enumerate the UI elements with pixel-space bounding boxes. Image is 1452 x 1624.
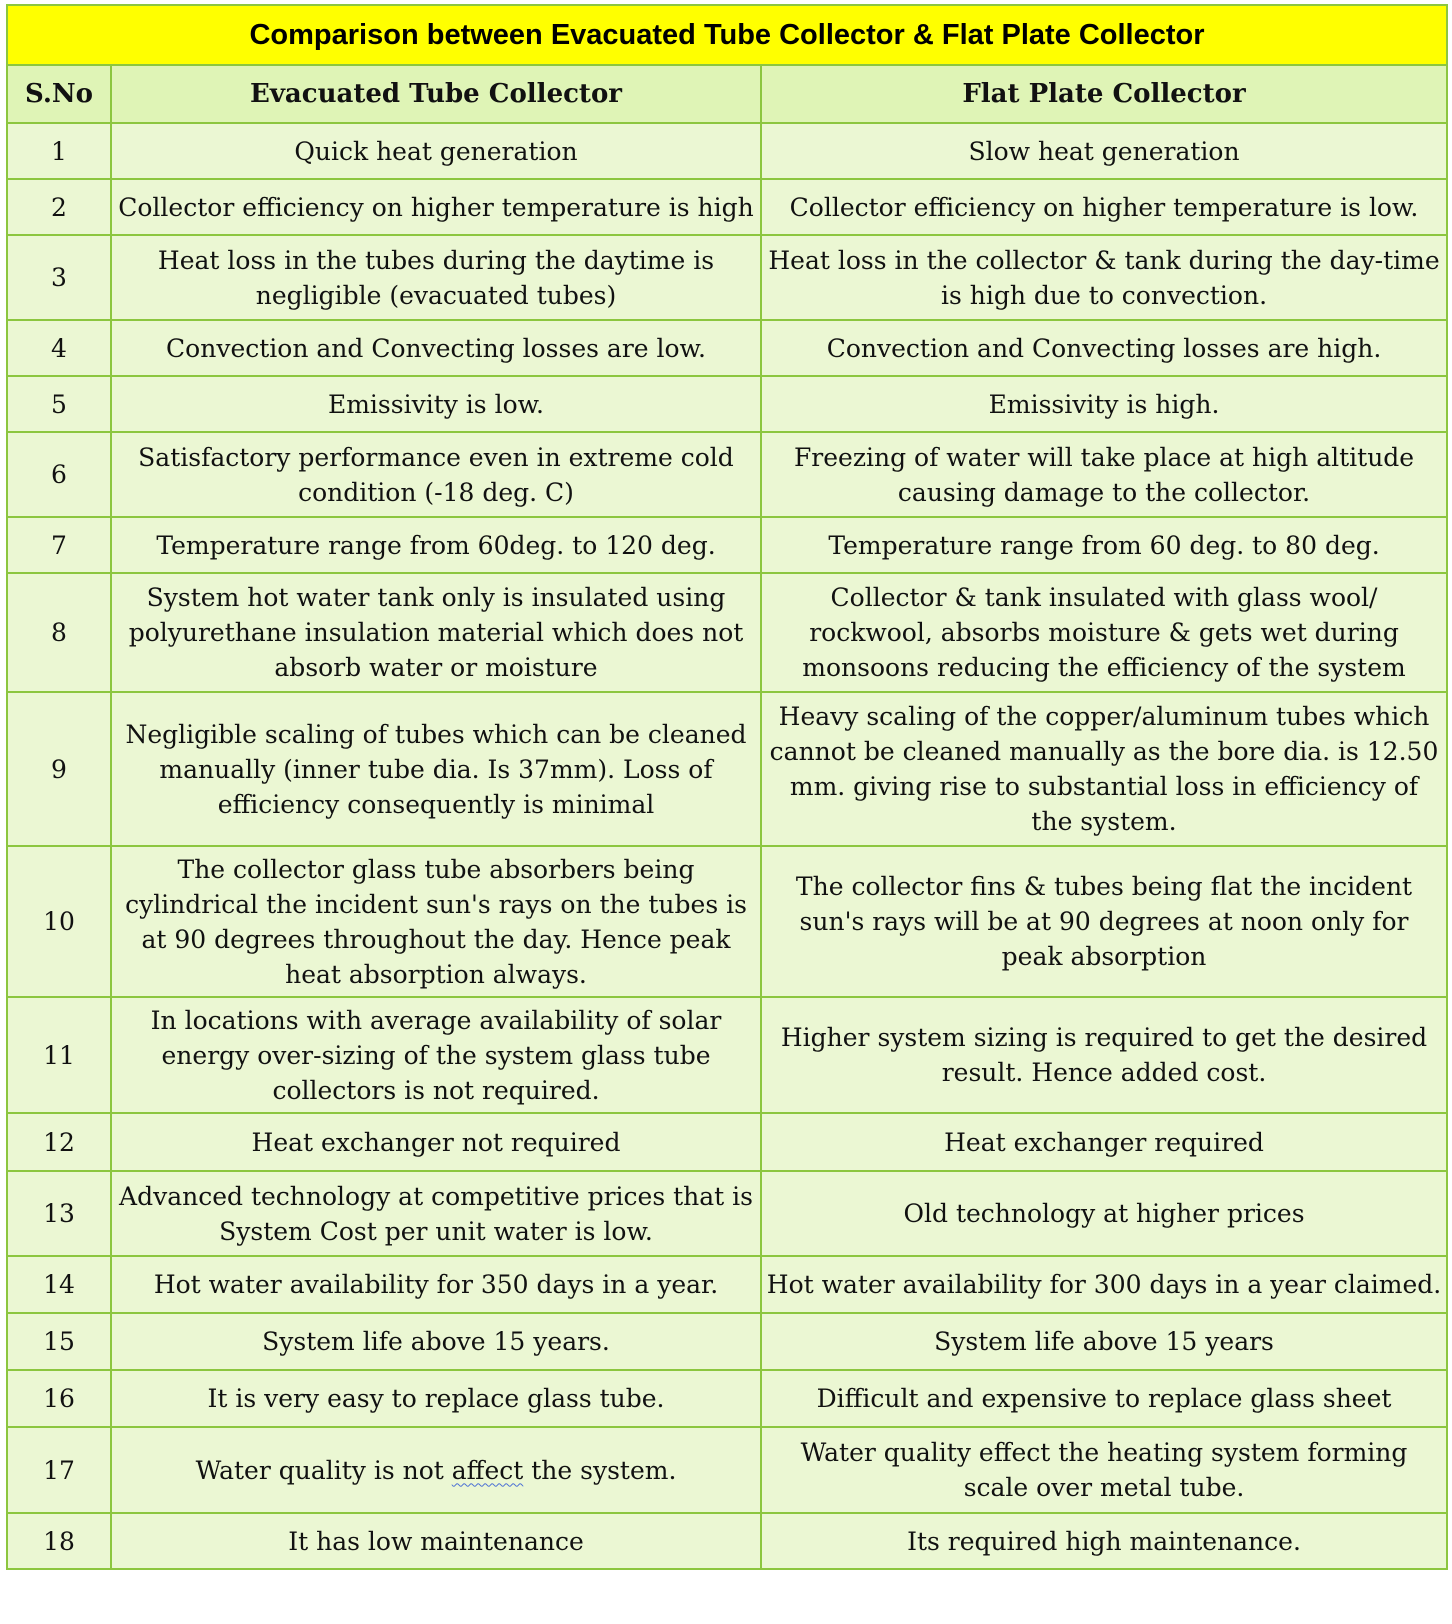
cell-flat-plate: Hot water availability for 300 days in a year claimed. bbox=[761, 1256, 1447, 1313]
cell-evacuated-tube: In locations with average availability of solar energy over-sizing of the system glass tube collectors is not required. bbox=[111, 997, 761, 1113]
cell-evacuated-tube: It has low maintenance bbox=[111, 1513, 761, 1569]
cell-flat-plate: Water quality effect the heating system forming scale over metal tube. bbox=[761, 1427, 1447, 1513]
table-row bbox=[7, 997, 1447, 1113]
table-row bbox=[7, 1513, 1447, 1569]
table-row bbox=[7, 1113, 1447, 1171]
cell-evacuated-tube: Quick heat generation bbox=[111, 123, 761, 179]
cell-sno: 5 bbox=[7, 376, 111, 432]
cell-flat-plate: Temperature range from 60 deg. to 80 deg. bbox=[761, 517, 1447, 573]
cell-evacuated-tube: Emissivity is low. bbox=[111, 376, 761, 432]
table-row bbox=[7, 1256, 1447, 1313]
header-row bbox=[7, 65, 1447, 123]
header-sno: S.No bbox=[7, 65, 111, 123]
cell-flat-plate: Collector efficiency on higher temperature is low. bbox=[761, 179, 1447, 235]
cell-evacuated-tube: System life above 15 years. bbox=[111, 1313, 761, 1370]
table-row bbox=[7, 1171, 1447, 1256]
table-row bbox=[7, 432, 1447, 517]
spellcheck-flagged-word: affect bbox=[451, 1455, 524, 1485]
cell-sno: 10 bbox=[7, 846, 111, 997]
cell-flat-plate: System life above 15 years bbox=[761, 1313, 1447, 1370]
cell-flat-plate: Heat exchanger required bbox=[761, 1113, 1447, 1171]
cell-sno: 14 bbox=[7, 1256, 111, 1313]
cell-sno: 11 bbox=[7, 997, 111, 1113]
cell-evacuated-tube: Temperature range from 60deg. to 120 deg. bbox=[111, 517, 761, 573]
cell-evacuated-tube: The collector glass tube absorbers being cylindrical the incident sun's rays on the tubes is at 90 degrees throughout the day. Hence peak heat absorption always. bbox=[111, 846, 761, 997]
cell-sno: 12 bbox=[7, 1113, 111, 1171]
cell-sno: 3 bbox=[7, 235, 111, 320]
comparison-table-container bbox=[6, 4, 1446, 1570]
cell-evacuated-tube: Hot water availability for 350 days in a year. bbox=[111, 1256, 761, 1313]
cell-flat-plate: Higher system sizing is required to get the desired result. Hence added cost. bbox=[761, 997, 1447, 1113]
cell-flat-plate: Heat loss in the collector & tank during the day-time is high due to convection. bbox=[761, 235, 1447, 320]
cell-flat-plate: Heavy scaling of the copper/aluminum tubes which cannot be cleaned manually as the bore dia. is 12.50 mm. giving rise to substantial loss in efficiency of the system. bbox=[761, 692, 1447, 846]
cell-sno: 4 bbox=[7, 320, 111, 376]
cell-flat-plate: Old technology at higher prices bbox=[761, 1171, 1447, 1256]
table-row bbox=[7, 235, 1447, 320]
table-row bbox=[7, 573, 1447, 692]
cell-sno: 16 bbox=[7, 1370, 111, 1427]
cell-sno: 17 bbox=[7, 1427, 111, 1513]
table-row bbox=[7, 846, 1447, 997]
title-row bbox=[7, 5, 1447, 65]
cell-flat-plate: The collector fins & tubes being flat the incident sun's rays will be at 90 degrees at noon only for peak absorption bbox=[761, 846, 1447, 997]
comparison-table bbox=[6, 4, 1448, 1570]
table-row bbox=[7, 692, 1447, 846]
cell-sno: 15 bbox=[7, 1313, 111, 1370]
table-row bbox=[7, 1427, 1447, 1513]
cell-evacuated-tube: Satisfactory performance even in extreme cold condition (-18 deg. C) bbox=[111, 432, 761, 517]
table-row bbox=[7, 123, 1447, 179]
cell-flat-plate: Difficult and expensive to replace glass sheet bbox=[761, 1370, 1447, 1427]
cell-evacuated-tube: It is very easy to replace glass tube. bbox=[111, 1370, 761, 1427]
cell-text-pre: Water quality is not bbox=[195, 1455, 452, 1485]
cell-evacuated-tube: Heat exchanger not required bbox=[111, 1113, 761, 1171]
table-row bbox=[7, 517, 1447, 573]
header-flat-plate: Flat Plate Collector bbox=[761, 65, 1447, 123]
cell-evacuated-tube: Negligible scaling of tubes which can be cleaned manually (inner tube dia. Is 37mm). Loss of efficiency consequently is minimal bbox=[111, 692, 761, 846]
cell-sno: 13 bbox=[7, 1171, 111, 1256]
cell-flat-plate: Slow heat generation bbox=[761, 123, 1447, 179]
cell-evacuated-tube: System hot water tank only is insulated using polyurethane insulation material which does not absorb water or moisture bbox=[111, 573, 761, 692]
cell-sno: 6 bbox=[7, 432, 111, 517]
cell-flat-plate: Collector & tank insulated with glass wool/ rockwool, absorbs moisture & gets wet during monsoons reducing the efficiency of the system bbox=[761, 573, 1447, 692]
table-row bbox=[7, 179, 1447, 235]
cell-text-post: the system. bbox=[523, 1455, 677, 1485]
cell-flat-plate: Emissivity is high. bbox=[761, 376, 1447, 432]
cell-flat-plate: Freezing of water will take place at high altitude causing damage to the collector. bbox=[761, 432, 1447, 517]
table-row bbox=[7, 1370, 1447, 1427]
cell-sno: 1 bbox=[7, 123, 111, 179]
cell-flat-plate: Convection and Convecting losses are high. bbox=[761, 320, 1447, 376]
table-title: Comparison between Evacuated Tube Collector & Flat Plate Collector bbox=[7, 5, 1447, 65]
cell-evacuated-tube: Advanced technology at competitive prices that is System Cost per unit water is low. bbox=[111, 1171, 761, 1256]
cell-evacuated-tube bbox=[111, 1427, 761, 1513]
table-row bbox=[7, 320, 1447, 376]
cell-evacuated-tube: Convection and Convecting losses are low. bbox=[111, 320, 761, 376]
cell-sno: 8 bbox=[7, 573, 111, 692]
table-row bbox=[7, 376, 1447, 432]
cell-sno: 9 bbox=[7, 692, 111, 846]
cell-flat-plate: Its required high maintenance. bbox=[761, 1513, 1447, 1569]
cell-evacuated-tube: Collector efficiency on higher temperature is high bbox=[111, 179, 761, 235]
table-row bbox=[7, 1313, 1447, 1370]
header-evacuated-tube: Evacuated Tube Collector bbox=[111, 65, 761, 123]
cell-sno: 7 bbox=[7, 517, 111, 573]
cell-sno: 18 bbox=[7, 1513, 111, 1569]
cell-evacuated-tube: Heat loss in the tubes during the daytime is negligible (evacuated tubes) bbox=[111, 235, 761, 320]
cell-sno: 2 bbox=[7, 179, 111, 235]
